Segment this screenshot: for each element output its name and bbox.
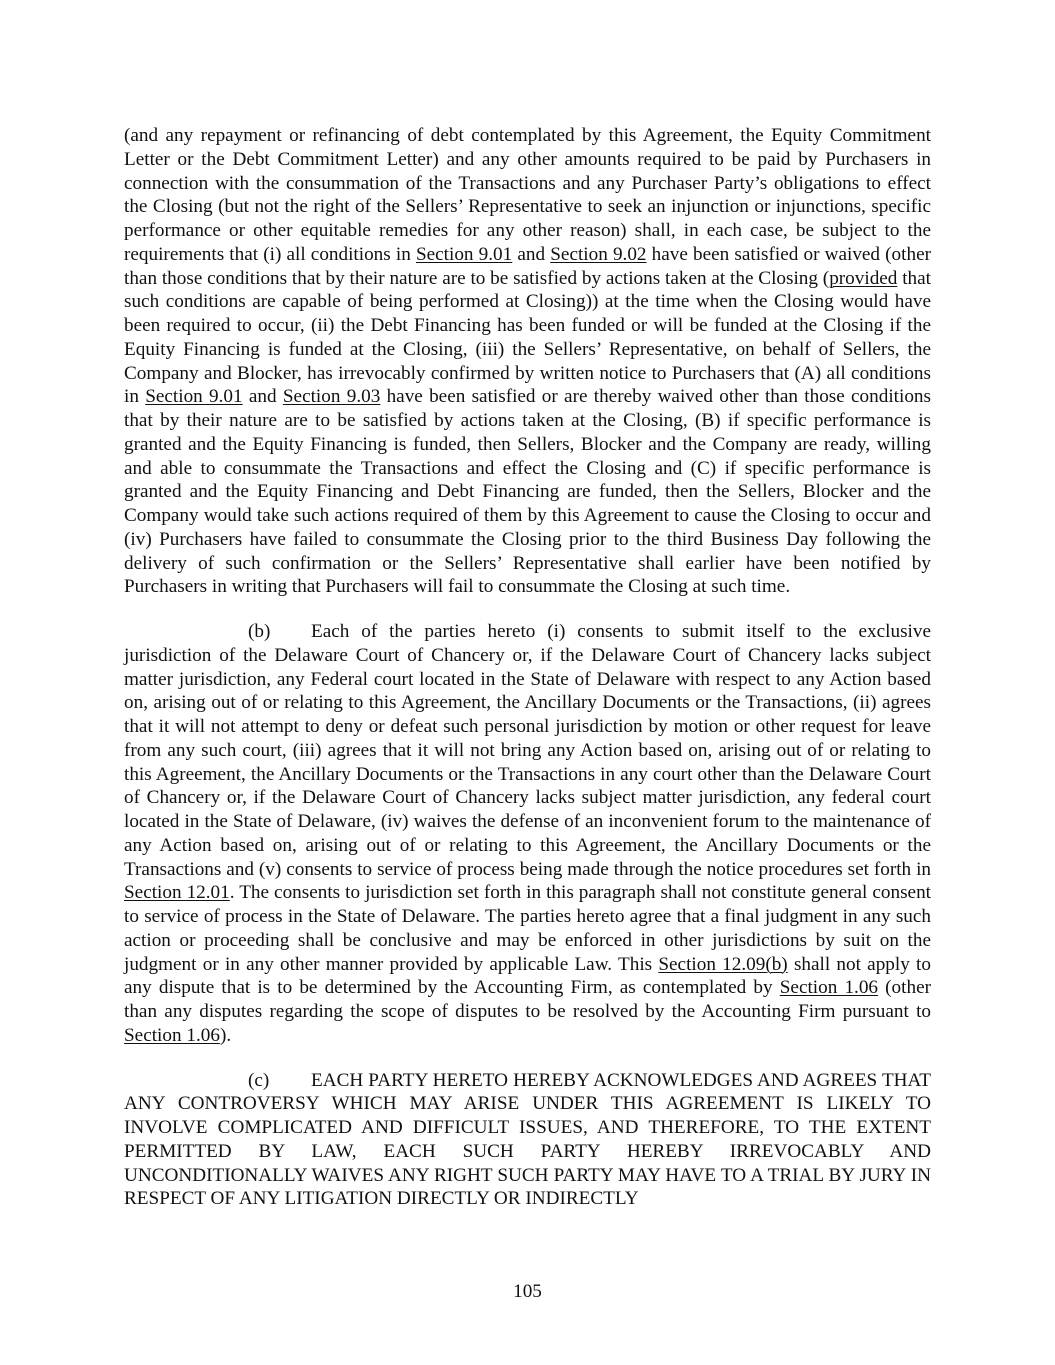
section-reference: Section 9.02: [550, 243, 647, 265]
text-run: and: [512, 243, 551, 265]
document-page: [124, 124, 931, 1211]
paragraph-continuation: [124, 124, 931, 599]
paragraph-b: [124, 620, 931, 1048]
paragraph-spacer: [124, 1048, 931, 1069]
text-run: shall not apply to any dispute that is to be determined by the Accounting Firm, as contemplated by: [124, 953, 931, 999]
text-run: that such conditions are capable of being performed at Closing)) at the time when the Closing would have been required to occur, (ii) the Debt Financing has been funded or will be funded at the Closing if the Equity Financing is funded at the Closing, (iii) the Sellers’ Representative, on behalf of Sellers, the Company and Blocker, has irrevocably confirmed by written notice to Purchasers that (A) all conditions in: [124, 267, 931, 408]
paragraph-label: (b): [248, 621, 271, 642]
defined-term-provided: provided: [829, 267, 898, 289]
section-reference: Section 1.06: [779, 977, 879, 999]
text-run: ).: [219, 1024, 232, 1046]
page-number: 105: [513, 1281, 542, 1302]
paragraph-label: (c): [248, 1069, 270, 1091]
section-reference: Section 9.01: [145, 386, 243, 408]
text-run: have been satisfied or are thereby waived other than those conditions that by their nature are to be satisfied by actions taken at the Closing, (B) if specific performance is granted and the Equity Financing is funded, then Sellers, Blocker and the Company are ready, willing and able to consummate the Transactions and effect the Closing and (C) if specific performance is granted and the Equity Financing and Debt Financing are funded, then the Sellers, Blocker and the Company would take such actions required of them by this Agreement to cause the Closing to occur and (iv) Purchasers have failed to consummate the Closing prior to the third Business Day following the delivery of such confirmation or the Sellers’ Representative shall earlier have been notified by Purchasers in writing that Purchasers will fail to consummate the Closing at such time.: [124, 386, 931, 598]
section-reference: Section 9.01: [415, 243, 513, 265]
text-run: and: [242, 386, 283, 408]
section-reference: Section 1.06: [124, 1024, 220, 1046]
section-reference: Section 12.09(b): [658, 953, 788, 975]
section-reference: Section 12.01: [124, 882, 230, 904]
paragraph-c: [124, 1069, 931, 1212]
paragraph-spacer: [124, 599, 931, 620]
text-run: EACH PARTY HERETO HEREBY ACKNOWLEDGES AND AGREES THAT ANY CONTROVERSY WHICH MAY ARISE UNDER THIS AGREEMENT IS LIKELY TO INVOLVE COMPLICATED AND DIFFICULT ISSUES, AND THEREFORE, TO THE EXTENT PERMITTED BY LAW, EACH SUCH PARTY HEREBY IRREVOCABLY AND UNCONDITIONALLY WAIVES ANY RIGHT SUCH PARTY MAY HAVE TO A TRIAL BY JURY IN RESPECT OF ANY LITIGATION DIRECTLY OR INDIRECTLY: [124, 1069, 931, 1210]
section-reference: Section 9.03: [282, 386, 381, 408]
text-run: (and any repayment or refinancing of debt contemplated by this Agreement, the Equity Commitment Letter or the Debt Commitment Letter) and any other amounts required to be paid by Purchasers in connection with the consummation of the Transactions and any Purchaser Party’s obligations to effect the Closing (but not the right of the Sellers’ Representative to seek an injunction or injunctions, specific performance or other equitable remedies for any other reason) shall, in each case, be subject to the requirements that (i) all conditions in: [124, 125, 931, 265]
text-run: have been satisfied or waived (other than those conditions that by their nature are to be satisfied by actions taken at the Closing (: [124, 243, 931, 289]
text-run: Each of the parties hereto (i) consents to submit itself to the exclusive jurisdiction of the Delaware Court of Chancery or, if the Delaware Court of Chancery lacks subject matter jurisdiction, any Federal court located in the State of Delaware with respect to any Action based on, arising out of or relating to this Agreement, the Ancillary Documents or the Transactions, (ii) agrees that it will not attempt to deny or defeat such personal jurisdiction by motion or other request for leave from any such court, (iii) agrees that it will not bring any Action based on, arising out of or relating to this Agreement, the Ancillary Documents or the Transactions in any court other than the Delaware Court of Chancery or, if the Delaware Court of Chancery lacks subject matter jurisdiction, any federal court located in the State of Delaware, (iv) waives the defense of an inconvenient forum to the maintenance of any Action based on, arising out of or relating to this Agreement, the Ancillary Documents or the Transactions and (v) consents to service of process being made through the notice procedures set forth in: [124, 621, 931, 880]
text-run: (other than any disputes regarding the scope of disputes to be resolved by the Accounting Firm pursuant to: [124, 977, 931, 1022]
text-run: . The consents to jurisdiction set forth in this paragraph shall not constitute general consent to service of process in the State of Delaware. The parties hereto agree that a final judgment in any such action or proceeding shall be conclusive and may be enforced in other jurisdictions by suit on the judgment or in any other manner provided by applicable Law. This: [124, 882, 931, 975]
